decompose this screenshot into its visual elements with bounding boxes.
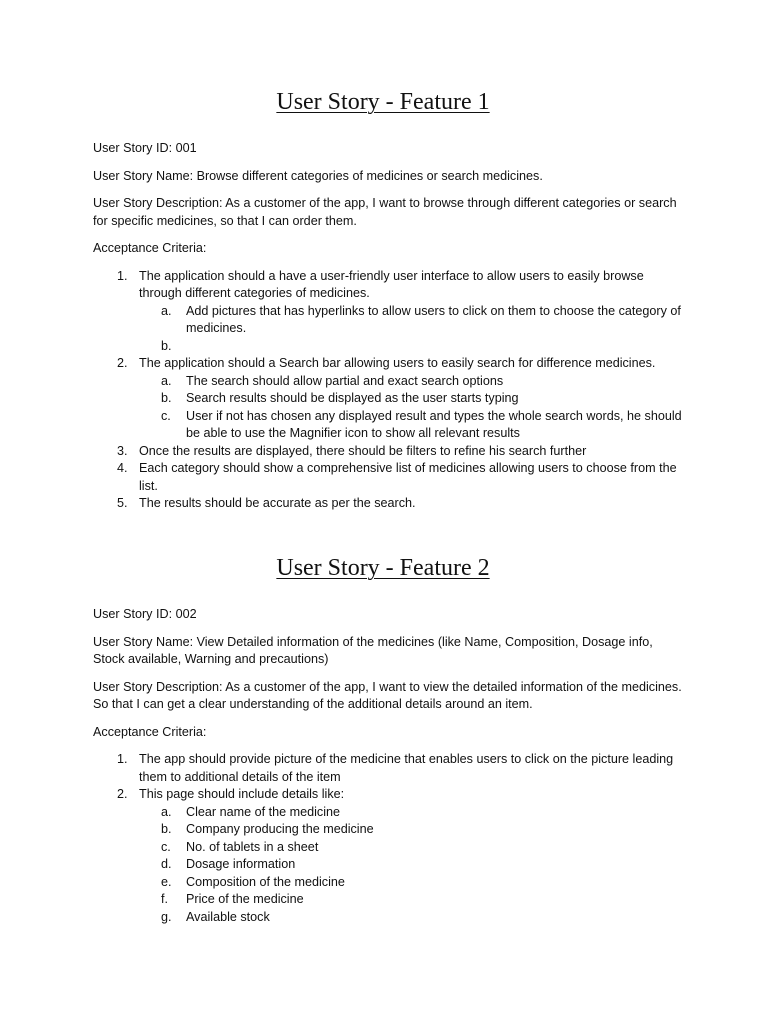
feature-2-criteria-list: [93, 751, 683, 926]
feature-1-section: [93, 88, 683, 513]
feature-1-criteria-list: [93, 268, 683, 513]
list-item-text: This page should include details like:: [139, 787, 345, 801]
sub-list-item: [139, 821, 683, 839]
sub-list-letter: a.: [161, 303, 172, 318]
list-item-text: The app should provide picture of the medicine that enables users to click on the picture leading them to additional details of the item: [139, 752, 674, 784]
sub-list-letter: g.: [161, 909, 172, 924]
sub-list-letter: c.: [161, 408, 171, 423]
sub-list-item-text: Add pictures that has hyperlinks to allow users to click on them to choose the category of medicines.: [186, 303, 681, 335]
feature-2-acceptance-label: Acceptance Criteria:: [93, 724, 207, 739]
sub-list-item: [139, 874, 683, 892]
sub-list-item: [139, 390, 683, 408]
sub-list-letter: a.: [161, 804, 172, 819]
list-number: 4.: [117, 461, 128, 475]
list-number: 2.: [117, 787, 128, 801]
list-item: [93, 786, 683, 926]
list-number: 2.: [117, 356, 128, 370]
sub-list-item-text: Composition of the medicine: [186, 874, 345, 889]
feature-1-name: User Story Name: Browse different categories of medicines or search medicines.: [93, 168, 543, 183]
sub-list-letter: b.: [161, 338, 172, 353]
list-item: [93, 751, 683, 786]
sub-list-letter: e.: [161, 874, 172, 889]
sub-list-item-text: Dosage information: [186, 857, 296, 871]
list-item-text: The application should a have a user-friendly user interface to allow users to easily browse through different categories of medicines.: [139, 268, 644, 300]
sub-list-letter: a.: [161, 373, 172, 388]
feature-2-section: [93, 554, 683, 926]
sub-list-item: [139, 303, 683, 338]
list-number: 1.: [117, 268, 128, 283]
list-item-text: The application should a Search bar allowing users to easily search for difference medicines.: [139, 356, 656, 370]
sub-list-item-text: Available stock: [186, 909, 270, 924]
feature-1-description: User Story Description: As a customer of the app, I want to browse through different categories or search for specific medicines, so that I can order them.: [93, 196, 677, 228]
list-item-text: The results should be accurate as per the search.: [139, 496, 416, 510]
list-item: [93, 495, 683, 513]
sub-list-item: [139, 891, 683, 909]
sub-list-item: [139, 804, 683, 822]
sub-list-item-text: Search results should be displayed as the user starts typing: [186, 391, 519, 405]
list-item: [93, 355, 683, 443]
feature-2-description: User Story Description: As a customer of the app, I want to view the detailed information of the medicines. So that I can get a clear understanding of the additional details around an item.: [93, 679, 682, 711]
sub-list-item-text: Company producing the medicine: [186, 822, 374, 836]
list-item-text: Once the results are displayed, there should be filters to refine his search further: [139, 443, 587, 458]
sub-list-item-text: Clear name of the medicine: [186, 804, 341, 819]
list-item: [93, 443, 683, 461]
sub-list-letter: f.: [161, 892, 168, 906]
feature-2-name: User Story Name: View Detailed information of the medicines (like Name, Composition, Dosage info, Stock available, Warning and precautions): [93, 634, 653, 666]
list-item: [93, 268, 683, 356]
list-item: [93, 460, 683, 495]
feature-1-title: User Story - Feature 1: [276, 89, 490, 115]
sub-list: [139, 804, 683, 927]
sub-list-letter: b.: [161, 391, 172, 405]
feature-2-title: User Story - Feature 2: [276, 555, 490, 581]
sub-list-item: [139, 338, 683, 356]
sub-list-item-text: User if not has chosen any displayed result and types the whole search words, he should be able to use the Magnifier icon to show all relevant results: [186, 408, 682, 440]
feature-1-acceptance-label: Acceptance Criteria:: [93, 241, 207, 255]
sub-list-letter: c.: [161, 839, 171, 854]
feature-1-id: User Story ID: 001: [93, 141, 197, 155]
sub-list-item: [139, 909, 683, 927]
list-number: 3.: [117, 443, 128, 458]
sub-list-item: [139, 839, 683, 857]
sub-list-item: [139, 408, 683, 443]
feature-2-id: User Story ID: 002: [93, 607, 197, 621]
sub-list-item-text: No. of tablets in a sheet: [186, 839, 319, 854]
sub-list: [139, 303, 683, 356]
sub-list: [139, 373, 683, 443]
sub-list-letter: d.: [161, 857, 172, 871]
list-number: 5.: [117, 496, 128, 510]
list-item-text: Each category should show a comprehensive list of medicines allowing users to choose from the list.: [139, 461, 677, 493]
sub-list-item-text: The search should allow partial and exact search options: [186, 373, 504, 388]
sub-list-item: [139, 373, 683, 391]
sub-list-item-text: Price of the medicine: [186, 892, 304, 906]
sub-list-letter: b.: [161, 822, 172, 836]
sub-list-item: [139, 856, 683, 874]
list-number: 1.: [117, 752, 128, 766]
